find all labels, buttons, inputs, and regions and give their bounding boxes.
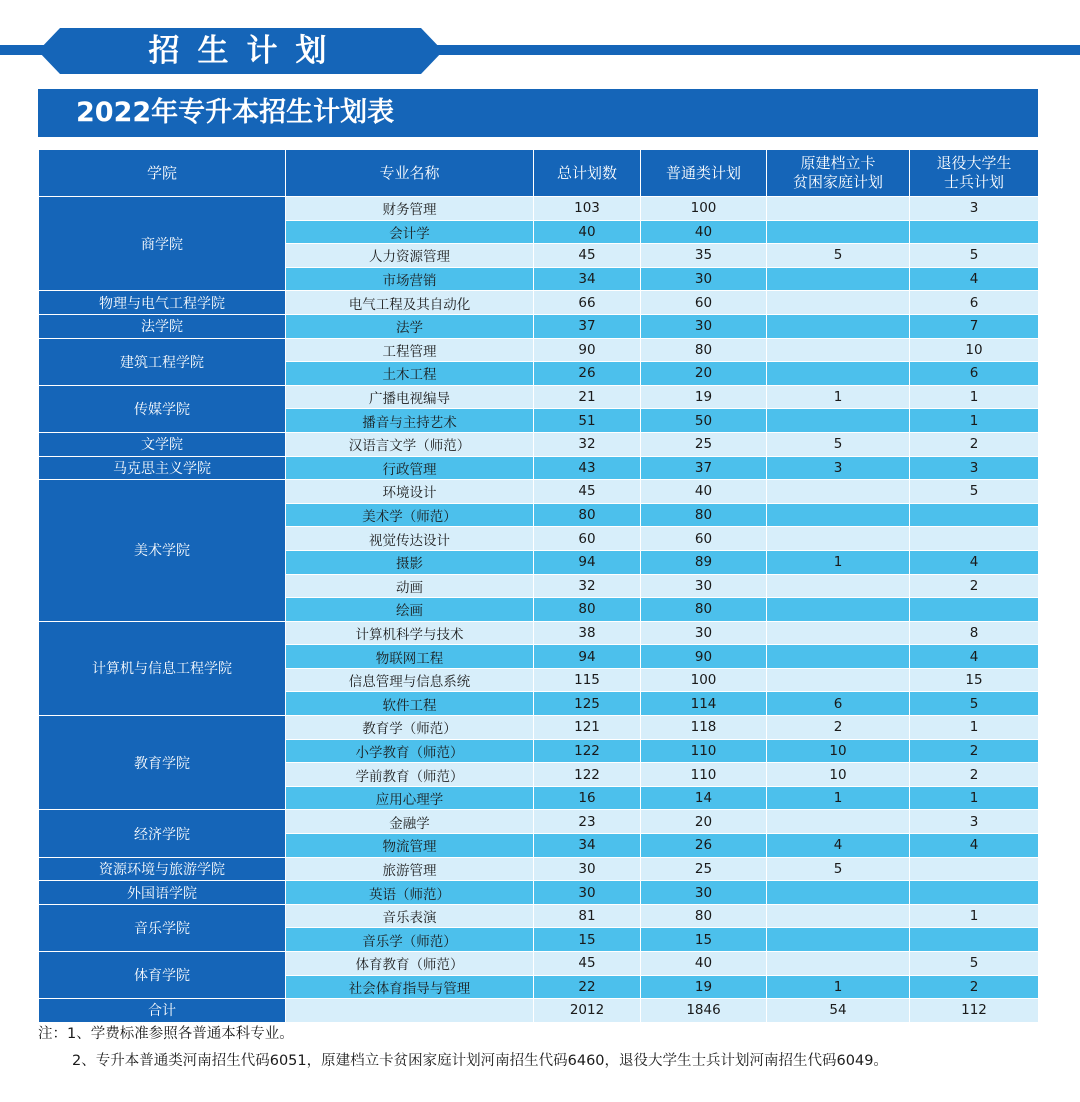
veteran-plan-cell: 1 [910,385,1039,409]
poverty-plan-cell [767,409,910,433]
major-cell: 环境设计 [286,480,534,504]
college-cell: 计算机与信息工程学院 [39,621,286,715]
total-plan-cell: 40 [534,220,641,244]
note-1: 注：1、学费标准参照各普通本科专业。 [38,1026,294,1042]
poverty-plan-cell: 3 [767,456,910,480]
veteran-plan-cell: 1 [910,409,1039,433]
header-major: 专业名称 [286,150,534,197]
table-header-row [39,150,1039,197]
veteran-plan-cell: 4 [910,645,1039,669]
poverty-plan-cell: 6 [767,692,910,716]
table-row [39,291,1039,315]
total-plan-cell: 21 [534,385,641,409]
total-plan-cell: 51 [534,409,641,433]
table-row [39,810,1039,834]
general-plan-cell: 50 [641,409,767,433]
total-plan-cell: 26 [534,362,641,386]
poverty-plan-cell: 1 [767,550,910,574]
veteran-plan-cell: 1 [910,786,1039,810]
general-plan-cell: 26 [641,834,767,858]
poverty-plan-cell [767,267,910,291]
veteran-plan-cell: 5 [910,952,1039,976]
general-plan-cell: 60 [641,291,767,315]
poverty-plan-cell [767,503,910,527]
veteran-plan-cell: 4 [910,550,1039,574]
general-plan-cell: 80 [641,598,767,622]
veteran-plan-cell: 6 [910,362,1039,386]
total-plan-cell: 115 [534,668,641,692]
total-plan-cell: 66 [534,291,641,315]
major-cell: 市场营销 [286,267,534,291]
table-row [39,716,1039,740]
veteran-plan-cell: 4 [910,834,1039,858]
veteran-plan-cell: 10 [910,338,1039,362]
poverty-plan-cell: 2 [767,716,910,740]
veteran-plan-cell: 5 [910,692,1039,716]
poverty-plan-cell [767,291,910,315]
total-plan-cell: 94 [534,550,641,574]
major-cell: 物联网工程 [286,645,534,669]
total-plan-cell: 16 [534,786,641,810]
general-plan-cell: 25 [641,857,767,881]
major-cell: 土木工程 [286,362,534,386]
total-plan-cell: 30 [534,881,641,905]
table-row [39,904,1039,928]
veteran-plan-cell: 5 [910,244,1039,268]
poverty-plan-cell [767,527,910,551]
poverty-plan-cell [767,598,910,622]
general-plan-cell: 80 [641,904,767,928]
general-plan-cell: 80 [641,338,767,362]
total-plan-cell: 81 [534,904,641,928]
general-plan-cell: 30 [641,881,767,905]
total-plan-cell: 45 [534,244,641,268]
general-plan-cell: 100 [641,197,767,221]
college-cell: 外国语学院 [39,881,286,905]
poverty-plan-cell [767,928,910,952]
college-cell: 资源环境与旅游学院 [39,857,286,881]
header-college: 学院 [39,150,286,197]
total-plan-cell: 32 [534,574,641,598]
major-cell: 社会体育指导与管理 [286,975,534,999]
major-cell: 物流管理 [286,834,534,858]
note-2: 2、专升本普通类河南招生代码6051，原建档立卡贫困家庭计划河南招生代码6460，退役大学生士兵计划河南招生代码6049。 [72,1053,888,1069]
major-cell: 教育学（师范） [286,716,534,740]
college-cell: 物理与电气工程学院 [39,291,286,315]
poverty-plan-cell [767,645,910,669]
poverty-plan-cell: 10 [767,763,910,787]
poverty-plan-cell: 4 [767,834,910,858]
major-cell: 法学 [286,314,534,338]
total-plan-cell: 23 [534,810,641,834]
general-plan-cell: 35 [641,244,767,268]
veteran-plan-cell [910,857,1039,881]
veteran-plan-cell: 2 [910,763,1039,787]
major-cell: 美术学（师范） [286,503,534,527]
general-plan-cell: 15 [641,928,767,952]
general-plan-cell: 40 [641,952,767,976]
major-cell: 广播电视编导 [286,385,534,409]
header-total-plan: 总计划数 [534,150,641,197]
poverty-plan-cell [767,362,910,386]
general-plan-cell: 60 [641,527,767,551]
table-row [39,621,1039,645]
college-cell: 教育学院 [39,716,286,810]
veteran-plan-cell: 2 [910,432,1039,456]
table-row [39,385,1039,409]
poverty-plan-cell [767,220,910,244]
college-cell: 马克思主义学院 [39,456,286,480]
general-plan-cell: 118 [641,716,767,740]
college-cell: 美术学院 [39,480,286,622]
poverty-plan-cell: 5 [767,857,910,881]
total-plan-cell: 45 [534,480,641,504]
general-plan-cell: 14 [641,786,767,810]
veteran-plan-cell: 2 [910,739,1039,763]
veteran-plan-cell: 1 [910,904,1039,928]
poverty-plan-cell [767,621,910,645]
veteran-plan-cell [910,503,1039,527]
major-cell: 播音与主持艺术 [286,409,534,433]
table-title: 2022年专升本招生计划表 [76,97,395,128]
poverty-plan-cell [767,904,910,928]
grand-veteran-plan: 112 [910,999,1039,1023]
total-plan-cell: 60 [534,527,641,551]
poverty-plan-cell [767,810,910,834]
header-general-plan: 普通类计划 [641,150,767,197]
total-plan-cell: 80 [534,598,641,622]
major-cell: 电气工程及其自动化 [286,291,534,315]
major-cell: 软件工程 [286,692,534,716]
total-row [39,999,1039,1023]
general-plan-cell: 89 [641,550,767,574]
major-cell: 应用心理学 [286,786,534,810]
veteran-plan-cell: 2 [910,574,1039,598]
veteran-plan-cell: 2 [910,975,1039,999]
poverty-plan-cell: 1 [767,975,910,999]
general-plan-cell: 110 [641,763,767,787]
total-label: 合计 [39,999,286,1023]
table-row [39,432,1039,456]
total-plan-cell: 45 [534,952,641,976]
poverty-plan-cell: 5 [767,244,910,268]
total-plan-cell: 30 [534,857,641,881]
veteran-plan-cell: 3 [910,197,1039,221]
veteran-plan-cell [910,220,1039,244]
total-plan-cell: 122 [534,763,641,787]
major-cell: 会计学 [286,220,534,244]
general-plan-cell: 114 [641,692,767,716]
major-cell: 行政管理 [286,456,534,480]
table-row [39,456,1039,480]
table-body [39,197,1039,1023]
veteran-plan-cell: 7 [910,314,1039,338]
total-plan-cell: 22 [534,975,641,999]
major-cell: 小学教育（师范） [286,739,534,763]
total-plan-cell: 43 [534,456,641,480]
header-poverty-plan: 原建档立卡 贫困家庭计划 [767,150,910,197]
general-plan-cell: 30 [641,267,767,291]
table-row [39,881,1039,905]
general-plan-cell: 37 [641,456,767,480]
major-cell: 音乐学（师范） [286,928,534,952]
general-plan-cell: 19 [641,975,767,999]
table-row [39,338,1039,362]
header-veteran-plan: 退役大学生 士兵计划 [910,150,1039,197]
college-cell: 体育学院 [39,952,286,999]
total-plan-cell: 90 [534,338,641,362]
general-plan-cell: 80 [641,503,767,527]
general-plan-cell: 20 [641,810,767,834]
major-cell: 摄影 [286,550,534,574]
major-cell: 信息管理与信息系统 [286,668,534,692]
general-plan-cell: 90 [641,645,767,669]
general-plan-cell: 30 [641,314,767,338]
total-plan-cell: 122 [534,739,641,763]
poverty-plan-cell: 1 [767,385,910,409]
college-cell: 传媒学院 [39,385,286,432]
veteran-plan-cell: 4 [910,267,1039,291]
major-cell: 绘画 [286,598,534,622]
banner-title: 招生计划 [148,33,345,69]
major-cell: 工程管理 [286,338,534,362]
major-cell: 旅游管理 [286,857,534,881]
total-plan-cell: 32 [534,432,641,456]
table-row [39,857,1039,881]
total-plan-cell: 34 [534,834,641,858]
general-plan-cell: 20 [641,362,767,386]
general-plan-cell: 110 [641,739,767,763]
total-plan-cell: 103 [534,197,641,221]
veteran-plan-cell: 5 [910,480,1039,504]
major-cell: 动画 [286,574,534,598]
veteran-plan-cell: 3 [910,456,1039,480]
veteran-plan-cell: 1 [910,716,1039,740]
table-row [39,197,1039,221]
college-cell: 商学院 [39,197,286,291]
veteran-plan-cell [910,881,1039,905]
college-cell: 建筑工程学院 [39,338,286,385]
poverty-plan-cell: 10 [767,739,910,763]
college-cell: 文学院 [39,432,286,456]
notes [38,1021,1058,1075]
veteran-plan-cell: 6 [910,291,1039,315]
poverty-plan-cell [767,668,910,692]
total-plan-cell: 125 [534,692,641,716]
major-cell: 学前教育（师范） [286,763,534,787]
major-cell: 音乐表演 [286,904,534,928]
poverty-plan-cell [767,197,910,221]
table-row [39,952,1039,976]
enrollment-plan-table [38,149,1039,1023]
total-plan-cell: 121 [534,716,641,740]
major-cell: 汉语言文学（师范） [286,432,534,456]
total-major-cell [286,999,534,1023]
total-plan-cell: 15 [534,928,641,952]
major-cell: 金融学 [286,810,534,834]
poverty-plan-cell [767,574,910,598]
major-cell: 体育教育（师范） [286,952,534,976]
veteran-plan-cell: 8 [910,621,1039,645]
veteran-plan-cell: 15 [910,668,1039,692]
total-plan-cell: 94 [534,645,641,669]
major-cell: 计算机科学与技术 [286,621,534,645]
veteran-plan-cell [910,598,1039,622]
general-plan-cell: 19 [641,385,767,409]
college-cell: 法学院 [39,314,286,338]
general-plan-cell: 40 [641,480,767,504]
grand-poverty-plan: 54 [767,999,910,1023]
general-plan-cell: 30 [641,621,767,645]
veteran-plan-cell [910,527,1039,551]
poverty-plan-cell [767,314,910,338]
poverty-plan-cell [767,338,910,362]
veteran-plan-cell [910,928,1039,952]
college-cell: 音乐学院 [39,904,286,951]
poverty-plan-cell [767,952,910,976]
total-plan-cell: 80 [534,503,641,527]
major-cell: 视觉传达设计 [286,527,534,551]
general-plan-cell: 25 [641,432,767,456]
poverty-plan-cell [767,881,910,905]
total-plan-cell: 38 [534,621,641,645]
grand-total-plan: 2012 [534,999,641,1023]
veteran-plan-cell: 3 [910,810,1039,834]
major-cell: 英语（师范） [286,881,534,905]
general-plan-cell: 40 [641,220,767,244]
total-plan-cell: 37 [534,314,641,338]
general-plan-cell: 30 [641,574,767,598]
college-cell: 经济学院 [39,810,286,857]
grand-general-plan: 1846 [641,999,767,1023]
poverty-plan-cell: 1 [767,786,910,810]
poverty-plan-cell [767,480,910,504]
table-row [39,480,1039,504]
poverty-plan-cell: 5 [767,432,910,456]
general-plan-cell: 100 [641,668,767,692]
major-cell: 财务管理 [286,197,534,221]
table-row [39,314,1039,338]
major-cell: 人力资源管理 [286,244,534,268]
total-plan-cell: 34 [534,267,641,291]
